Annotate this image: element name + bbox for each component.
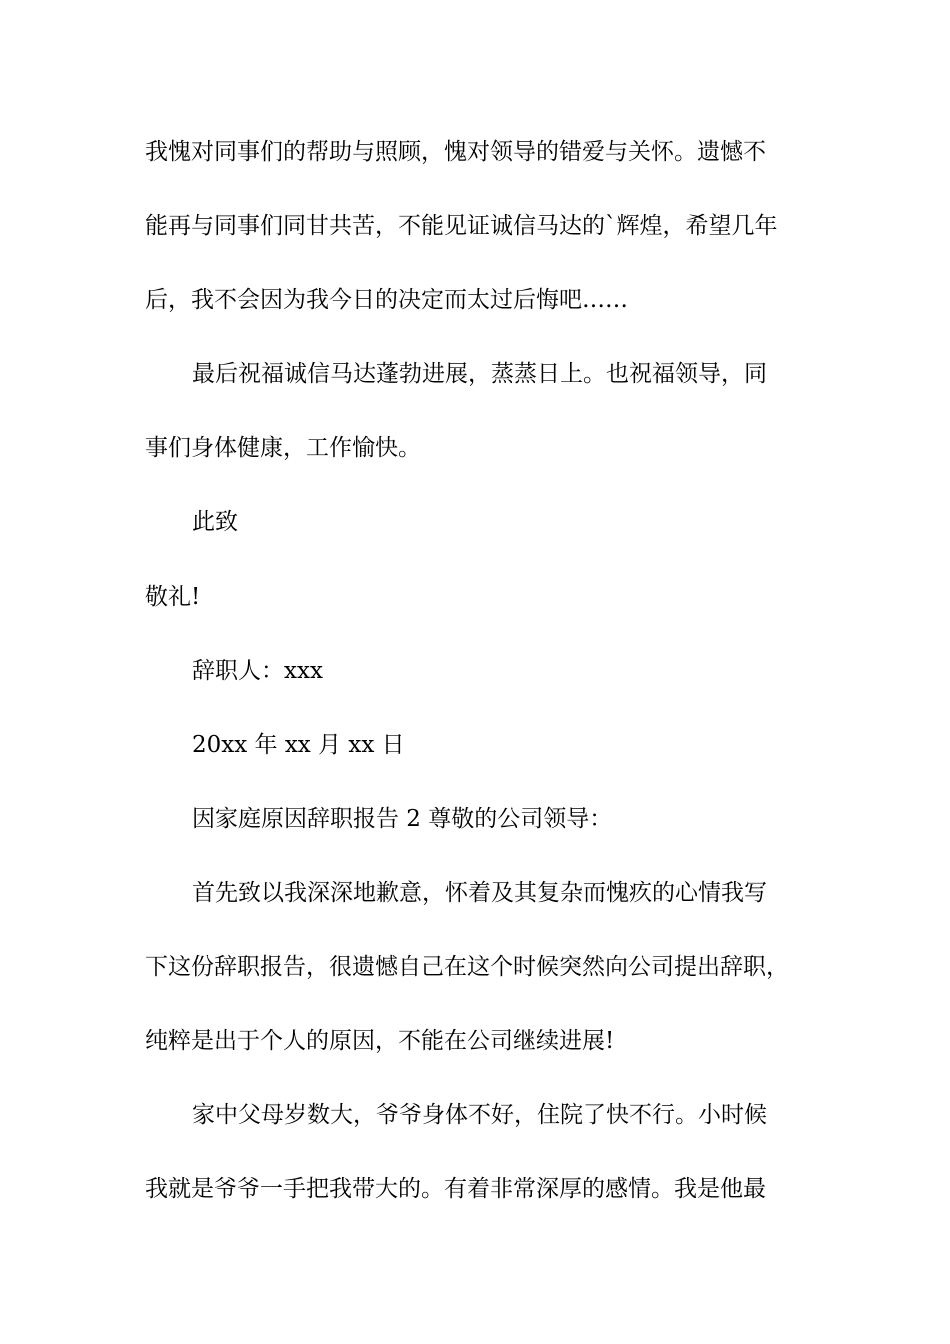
paragraph-line: 事们身体健康，工作愉快。 — [145, 435, 421, 461]
salutation-line: 此致 — [192, 509, 238, 535]
paragraph-line: 最后祝福诚信马达蓬勃进展，蒸蒸日上。也祝福领导，同 — [192, 361, 767, 387]
paragraph-line: 能再与同事们同甘共苦，不能见证诚信马达的`辉煌，希望几年 — [145, 213, 778, 239]
paragraph-line: 我愧对同事们的帮助与照顾，愧对领导的错爱与关怀。遗憾不 — [145, 139, 766, 165]
paragraph-line: 首先致以我深深地歉意，怀着及其复杂而愧疚的心情我写 — [192, 880, 767, 906]
signatory-line: 辞职人：xxx — [192, 658, 323, 684]
paragraph-line: 下这份辞职报告，很遗憾自己在这个时候突然向公司提出辞职， — [145, 954, 789, 980]
paragraph-line: 我就是爷爷一手把我带大的。有着非常深厚的感情。我是他最 — [145, 1176, 766, 1202]
paragraph-line: 家中父母岁数大，爷爷身体不好，住院了快不行。小时候 — [192, 1102, 767, 1128]
date-line: 20xx 年 xx 月 xx 日 — [192, 732, 405, 758]
section-heading: 因家庭原因辞职报告 2 尊敬的公司领导： — [192, 806, 613, 832]
paragraph-line: 纯粹是出于个人的原因，不能在公司继续进展! — [145, 1028, 615, 1054]
paragraph-line: 后，我不会因为我今日的决定而太过后悔吧…… — [145, 287, 628, 313]
closing-line: 敬礼! — [145, 584, 201, 610]
